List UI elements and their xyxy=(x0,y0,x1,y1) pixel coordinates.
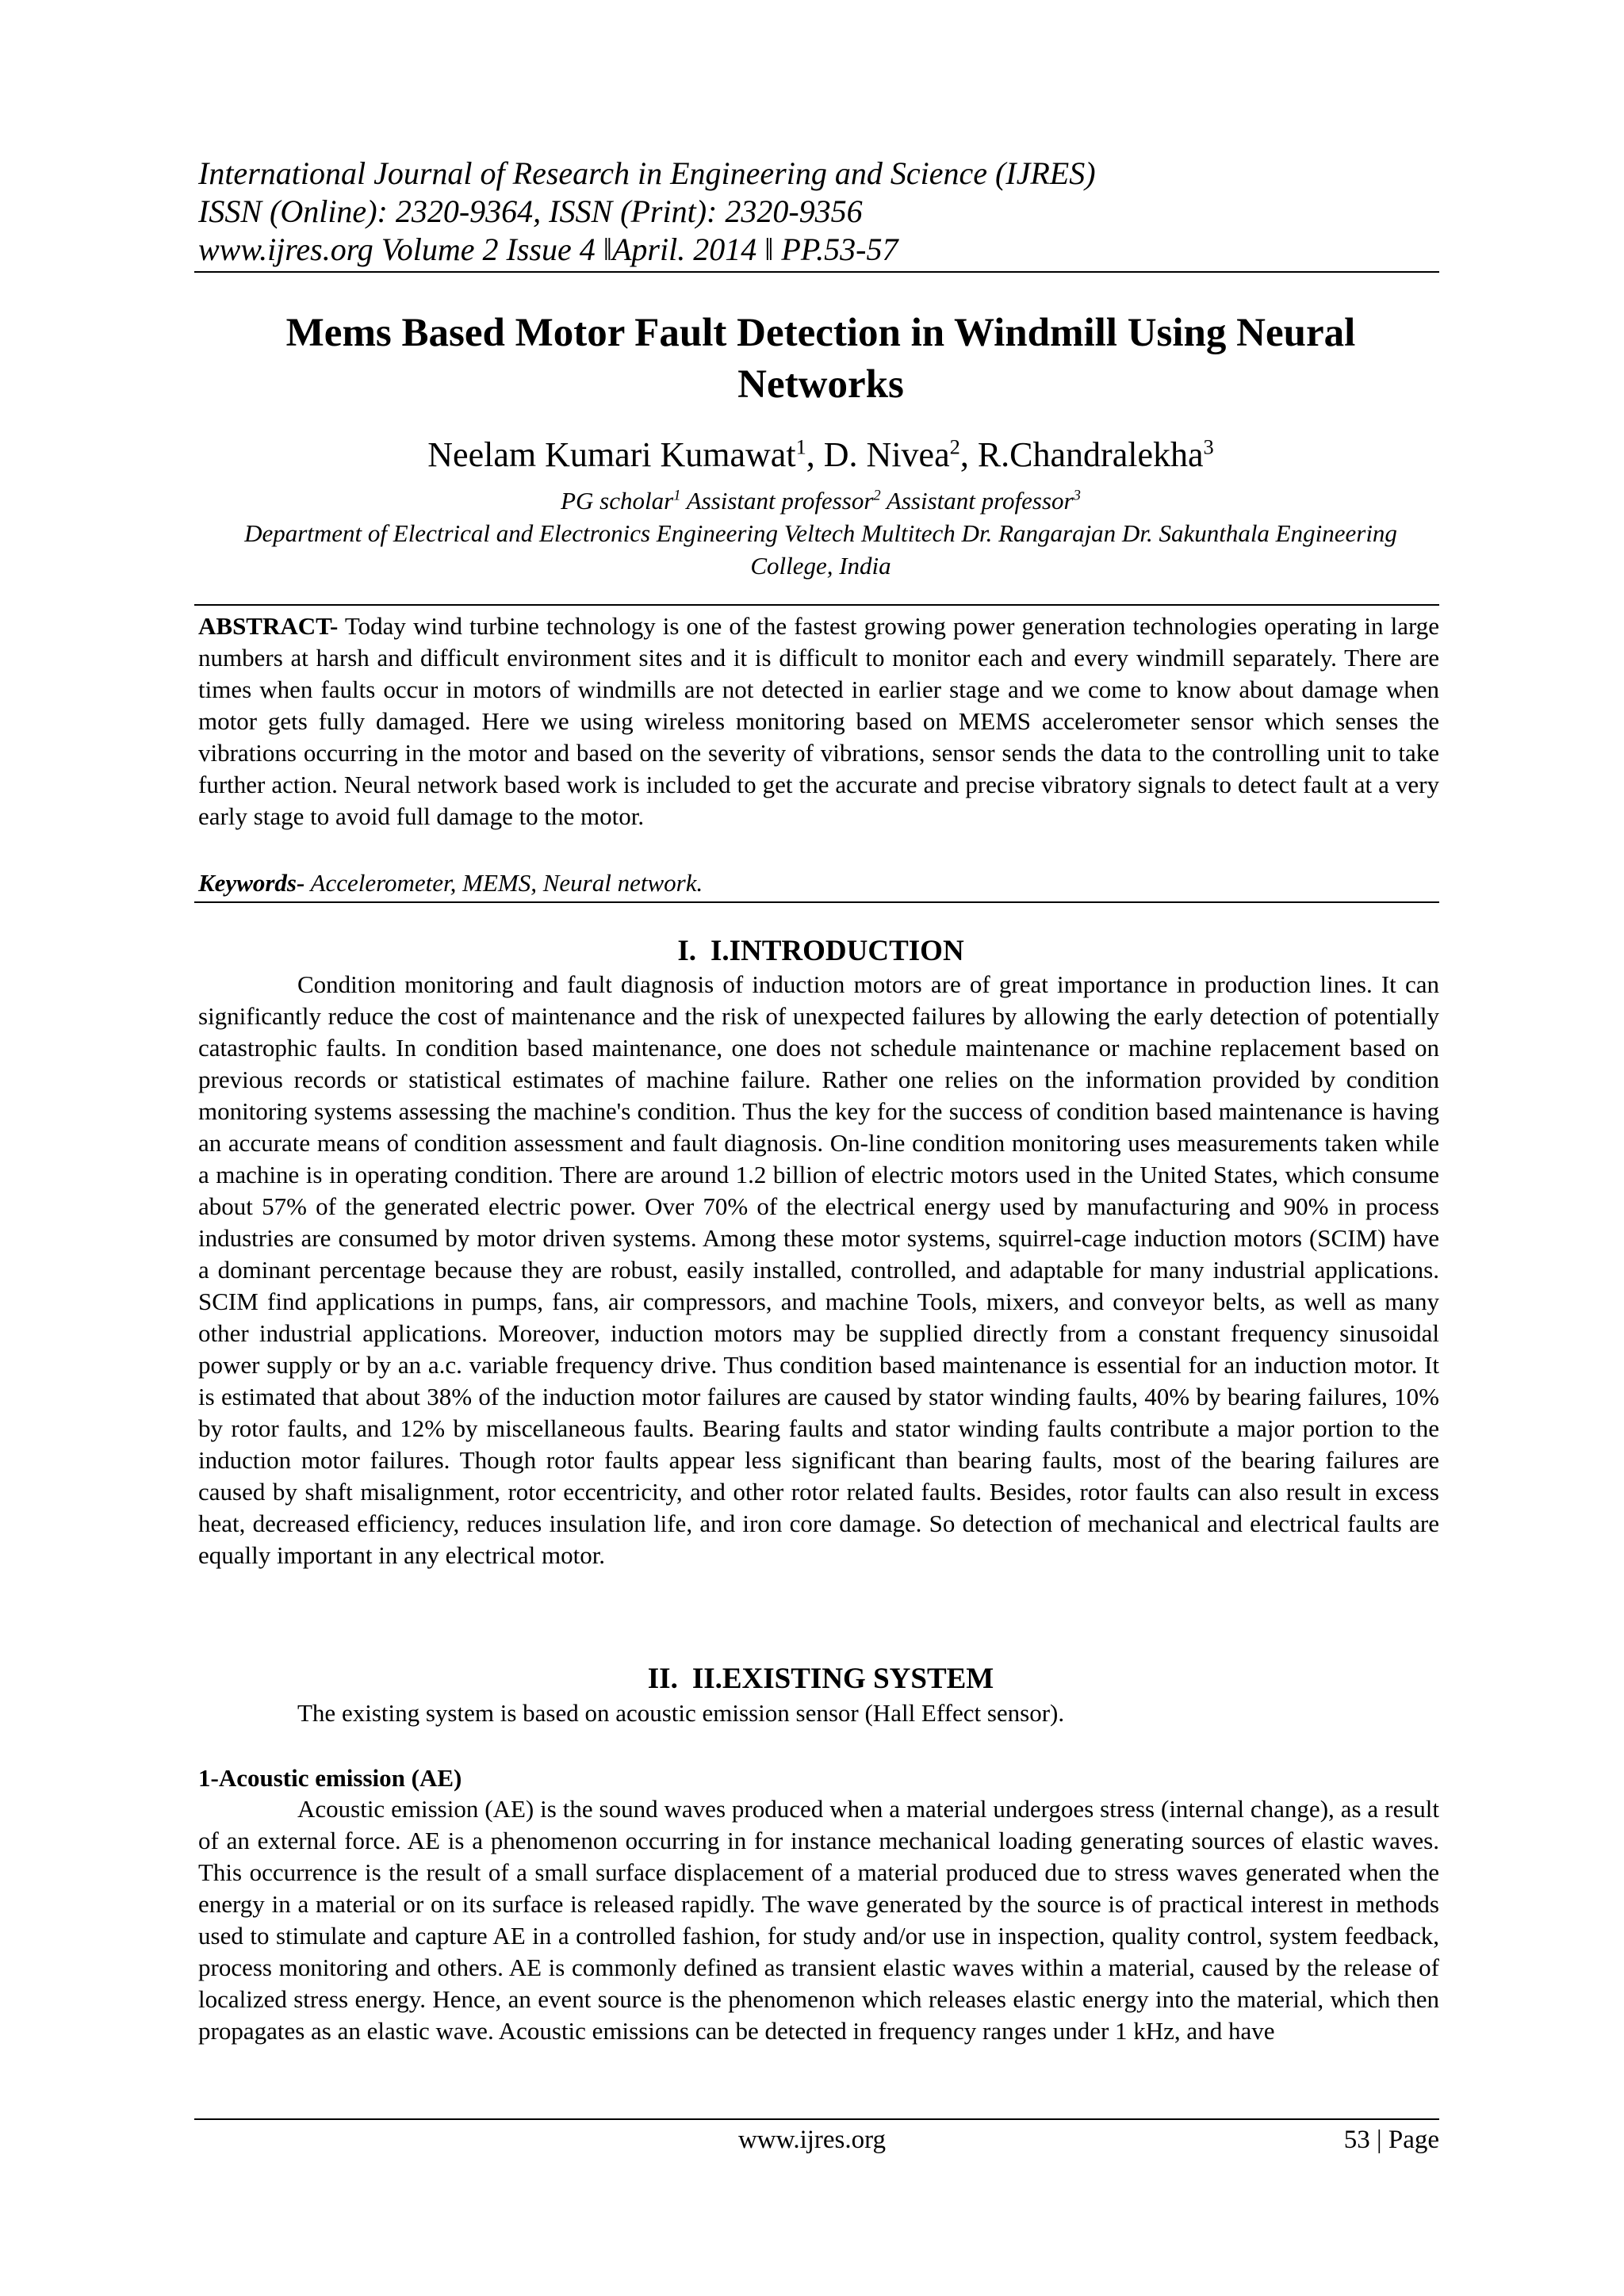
author-name: D. Nivea xyxy=(823,435,950,474)
footer-rule xyxy=(194,2118,1439,2120)
journal-name: International Journal of Research in Engineering and Science (IJRES) xyxy=(198,155,1096,191)
author-name: R.Chandralekha xyxy=(977,435,1204,474)
role-name: Assistant professor xyxy=(886,487,1074,515)
author-sup: 2 xyxy=(949,434,960,459)
author-list xyxy=(198,433,1443,477)
acoustic-emission-paragraph: Acoustic emission (AE) is the sound waves produced when a material undergoes stress (internal change), as a result of an external force. AE is a phenomenon occurring in for instance mechanical loading generating sources of elastic waves. This occurrence is the result of a small surface displacement of a material produced due to stress waves generated when the energy in a material or on its surface is released rapidly. The wave generated by the source is of practical interest in methods used to stimulate and capture AE in a controlled fashion, for study and/or use in inspection, quality control, system feedback, process monitoring and others. AE is commonly defined as transient elastic waves within a material, caused by the release of localized stress energy. Hence, an event source is the phenomenon which releases elastic energy into the material, which then propagates as an elastic wave. Acoustic emissions can be detected in frequency ranges under 1 kHz, and have xyxy=(198,1795,1439,2045)
abstract-top-rule xyxy=(194,604,1439,606)
abstract-text: Today wind turbine technology is one of the fastest growing power generation technologies operating in large numbers at harsh and difficult environment sites and it is difficult to monitor each and every windmill separately. There are times when faults occur in motors of windmills are not detected in earlier stage and we come to know about damage when motor gets fully damaged. Here we using wireless monitoring based on MEMS accelerometer sensor which senses the vibrations occurring in the motor and based on the severity of vibrations, sensor sends the data to the controlling unit to take further action. Neural network based work is included to get the accurate and precise vibratory signals to detect fault at a very early stage to avoid full damage to the motor. xyxy=(198,612,1439,830)
keywords-label: Keywords- xyxy=(198,869,305,897)
abstract-bottom-rule xyxy=(194,901,1439,903)
section-number: I. xyxy=(677,935,696,967)
footer-url: www.ijres.org xyxy=(737,2126,887,2154)
section-title: II.EXISTING SYSTEM xyxy=(691,1663,994,1695)
section-heading-existing-system xyxy=(198,1662,1443,1697)
author-name: Neelam Kumari Kumawat xyxy=(427,435,796,474)
author-sep: , xyxy=(959,435,978,474)
keywords xyxy=(198,867,1439,899)
role-sup: 1 xyxy=(673,487,681,504)
author-sep: , xyxy=(806,435,824,474)
existing-system-paragraph: The existing system is based on acoustic emission sensor (Hall Effect sensor). xyxy=(297,1699,1065,1727)
section-title: I.INTRODUCTION xyxy=(710,935,964,967)
author-sup: 1 xyxy=(795,434,806,459)
abstract-label: ABSTRACT- xyxy=(198,612,339,640)
role-sup: 2 xyxy=(873,487,881,504)
paper-title: Mems Based Motor Fault Detection in Windmill Using Neural Networks xyxy=(285,311,1356,407)
introduction-paragraph: Condition monitoring and fault diagnosis of induction motors are of great importance in production lines. It can significantly reduce the cost of maintenance and the risk of unexpected failures by allowing the early detection of potentially catastrophic faults. In condition based maintenance, one does not schedule maintenance or machine replacement based on previous records or statistical estimates of machine failure. Rather one relies on the information provided by condition monitoring systems assessing the machine's condition. Thus the key for the success of condition based maintenance is having an accurate means of condition assessment and fault diagnosis. On-line condition monitoring uses measurements taken while a machine is in operating condition. There are around 1.2 billion of electric motors used in the United States, which consume about 57% of the generated electric power. Over 70% of the electrical energy used by manufacturing and 90% in process industries are consumed by motor driven systems. Among these motor systems, squirrel-cage induction motors (SCIM) have a dominant percentage because they are robust, easily installed, controlled, and adaptable for many industrial applications. SCIM find applications in pumps, fans, air compressors, and machine Tools, mixers, and conveyor belts, as well as many other industrial applications. Moreover, induction motors may be supplied directly from a constant frequency sinusoidal power supply or by an a.c. variable frequency drive. Thus condition based maintenance is essential for an induction motor. It is estimated that about 38% of the induction motor failures are caused by stator winding faults, 40% by bearing failures, 10% by rotor faults, and 12% by miscellaneous faults. Bearing faults and stator winding faults contribute a major portion to the induction motor failures. Though rotor faults appear less significant than bearing faults, most of the bearing failures are caused by shaft misalignment, rotor eccentricity, and other rotor related faults. Besides, rotor faults can also result in excess heat, decreased efficiency, reduces insulation life, and iron core damage. So detection of mechanical and electrical faults are equally important in any electrical motor. xyxy=(198,970,1439,1569)
section-heading-introduction xyxy=(198,934,1443,969)
abstract xyxy=(198,610,1439,832)
role-sup: 3 xyxy=(1073,487,1081,504)
affiliation: Department of Electrical and Electronics Engineering Veltech Multitech Dr. Rangarajan Dr. Sakunthala Engineering College, India xyxy=(244,519,1397,580)
author-roles xyxy=(198,485,1443,517)
journal-header xyxy=(198,155,1443,269)
journal-issn: ISSN (Online): 2320-9364, ISSN (Print): 2320-9356 xyxy=(198,193,863,229)
subsection-heading: 1-Acoustic emission (AE) xyxy=(198,1764,462,1792)
section-number: II. xyxy=(647,1663,678,1695)
keywords-text: Accelerometer, MEMS, Neural network. xyxy=(304,869,703,897)
footer-page-number: 53 | Page xyxy=(1343,2126,1439,2154)
journal-volume: www.ijres.org Volume 2 Issue 4 ‖April. 2014 ‖ PP.53-57 xyxy=(198,232,898,267)
author-sup: 3 xyxy=(1203,434,1214,459)
role-name: Assistant professor xyxy=(686,487,874,515)
header-rule xyxy=(194,271,1439,273)
role-name: PG scholar xyxy=(561,487,674,515)
